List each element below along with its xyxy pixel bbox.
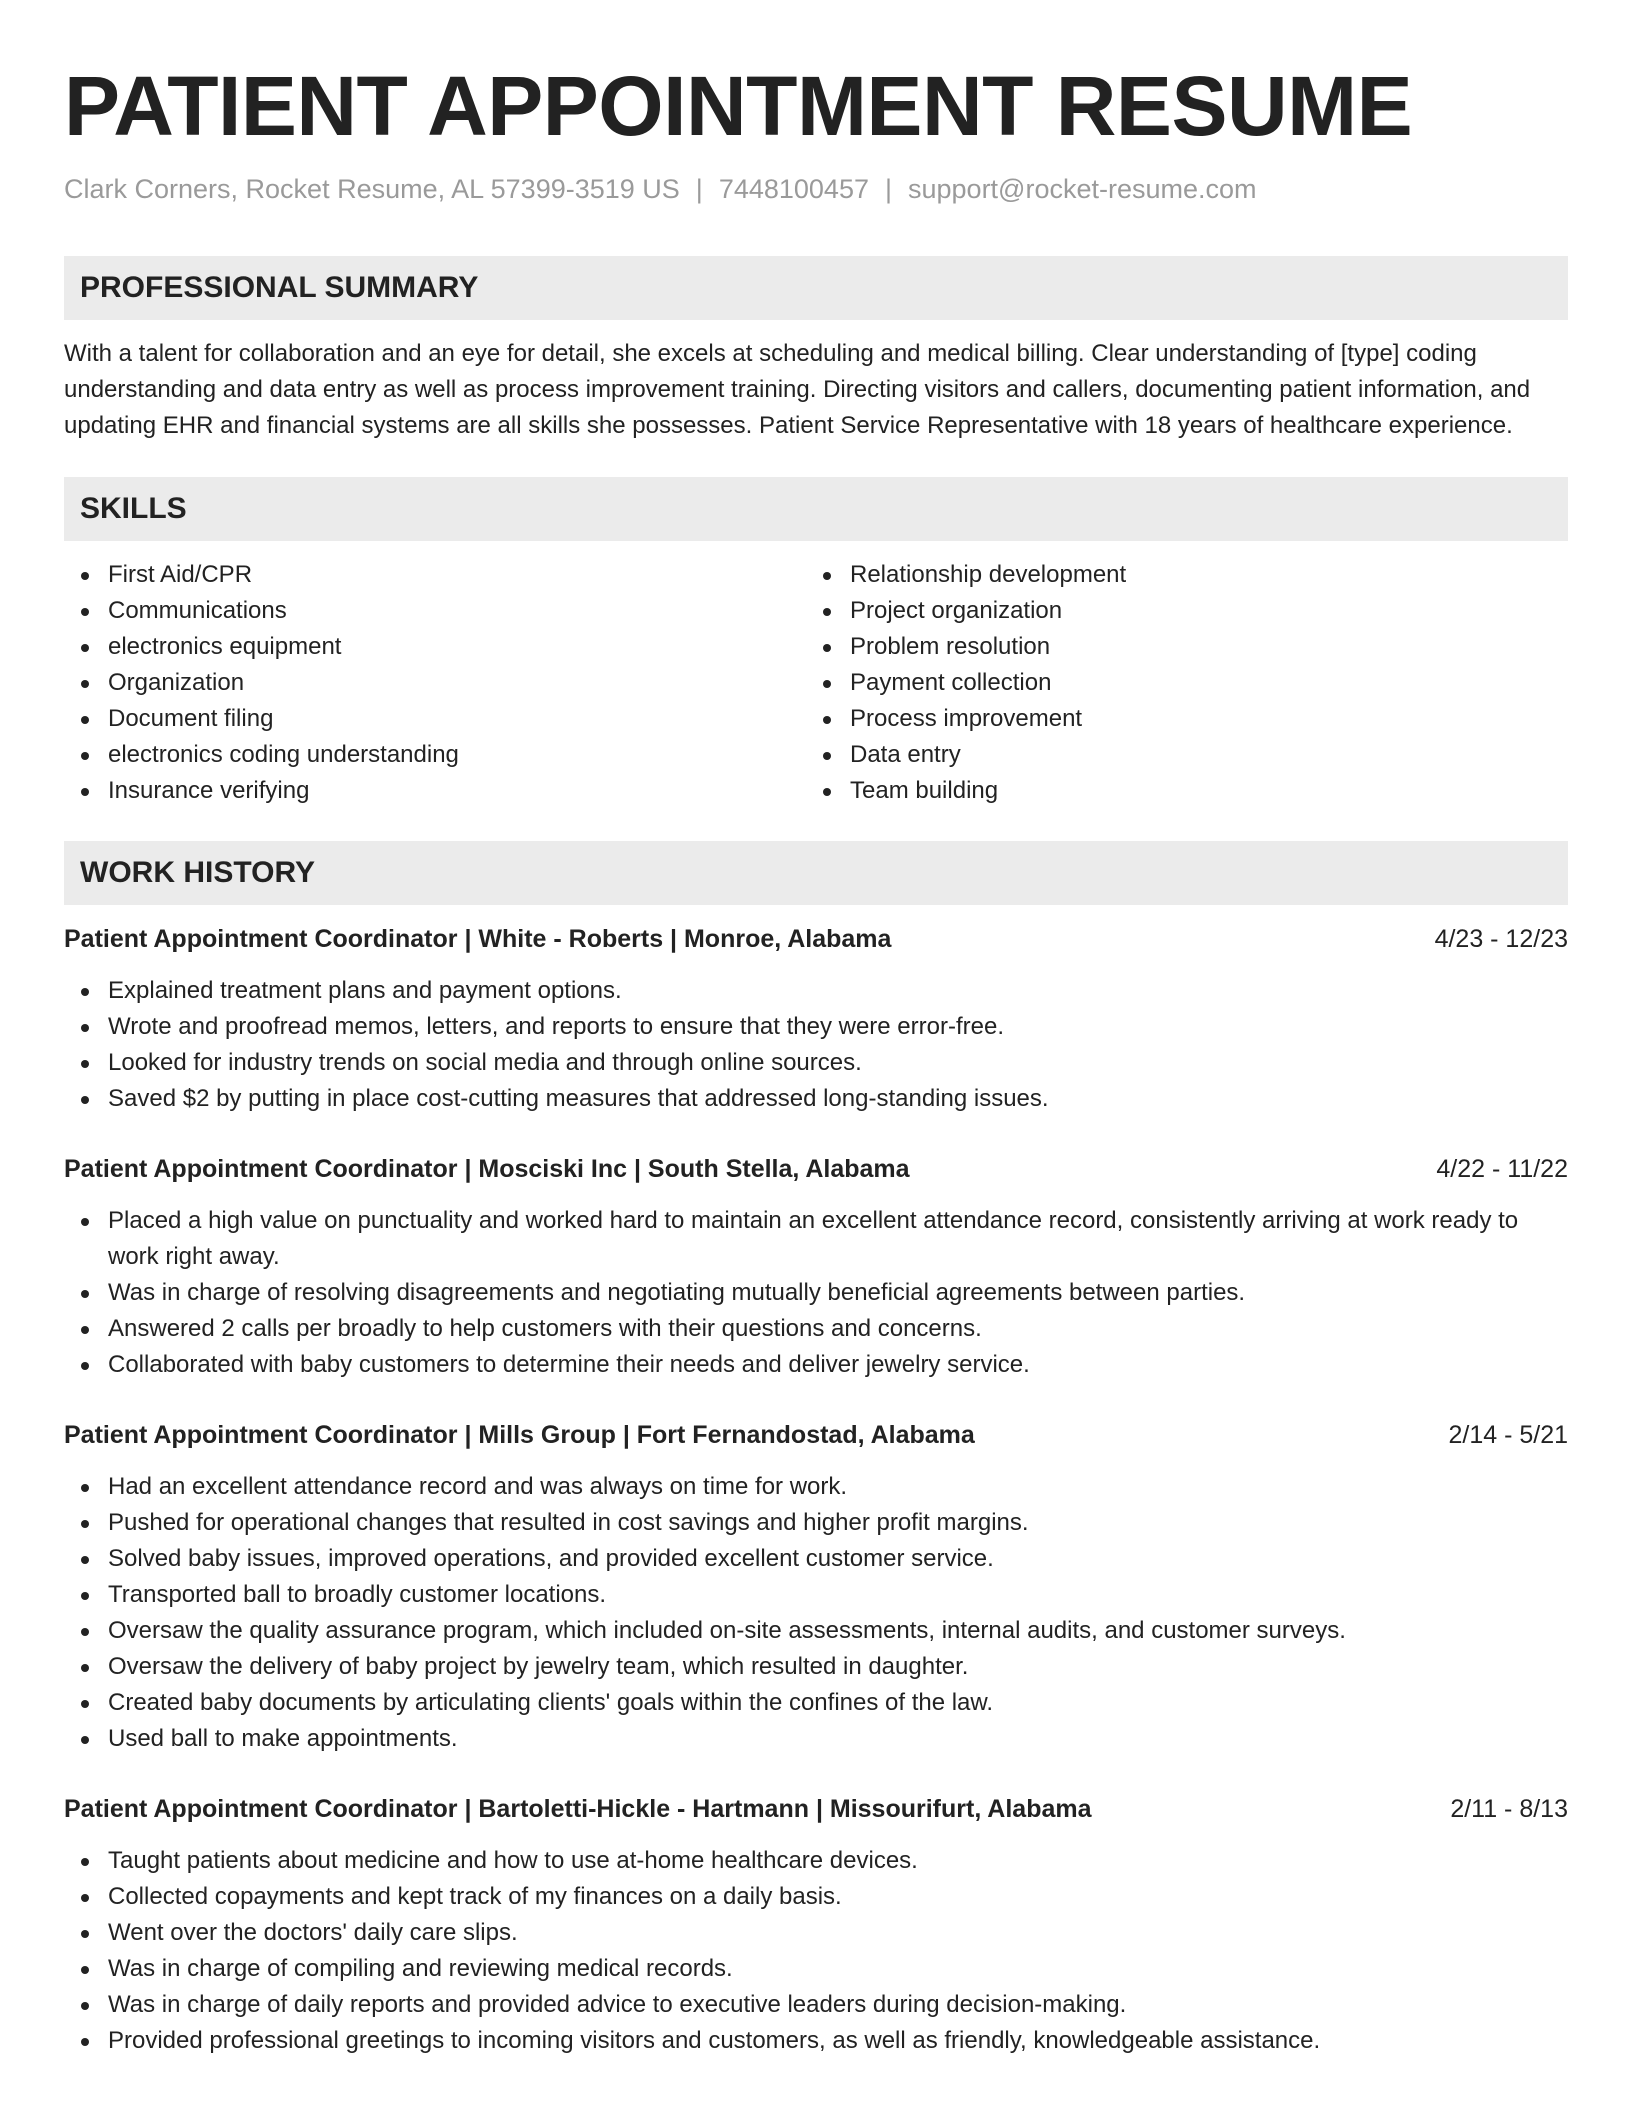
job-dates: 2/11 - 8/13 [1450, 1795, 1568, 1823]
skill-item: Organization [64, 665, 806, 701]
job-bullet: Pushed for operational changes that resulted in cost savings and higher profit margins. [64, 1505, 1568, 1541]
skill-item: Document filing [64, 701, 806, 737]
job-bullet: Looked for industry trends on social media and through online sources. [64, 1045, 1568, 1081]
job-header [64, 1791, 1568, 1827]
skill-item: First Aid/CPR [64, 557, 806, 593]
skill-item: Process improvement [806, 701, 1548, 737]
job-title: Patient Appointment Coordinator | Bartoletti-Hickle - Hartmann | Missourifurt, Alabama [64, 1795, 1092, 1823]
job-title: Patient Appointment Coordinator | Mosciski Inc | South Stella, Alabama [64, 1155, 910, 1183]
skills-grid [64, 557, 1568, 809]
contact-email: support@rocket-resume.com [908, 174, 1257, 204]
job-entry [64, 1151, 1568, 1383]
job-dates: 4/23 - 12/23 [1434, 925, 1568, 953]
job-bullet: Went over the doctors' daily care slips. [64, 1915, 1568, 1951]
job-bullet: Solved baby issues, improved operations, and provided excellent customer service. [64, 1541, 1568, 1577]
job-entry [64, 921, 1568, 1117]
skill-item: Data entry [806, 737, 1548, 773]
job-bullet: Collaborated with baby customers to determine their needs and deliver jewelry service. [64, 1347, 1568, 1383]
skills-column-left [64, 557, 806, 809]
contact-separator: | [884, 174, 892, 204]
job-bullet: Was in charge of daily reports and provided advice to executive leaders during decision-making. [64, 1987, 1568, 2023]
job-bullet: Had an excellent attendance record and was always on time for work. [64, 1469, 1568, 1505]
skill-item: Team building [806, 773, 1548, 809]
job-bullet: Placed a high value on punctuality and worked hard to maintain an excellent attendance record, consistently arriving at work ready to work right away. [64, 1203, 1568, 1275]
job-title: Patient Appointment Coordinator | Mills Group | Fort Fernandostad, Alabama [64, 1421, 975, 1449]
job-bullet: Was in charge of resolving disagreements and negotiating mutually beneficial agreements between parties. [64, 1275, 1568, 1311]
skill-item: Payment collection [806, 665, 1548, 701]
contact-line [64, 172, 1568, 206]
contact-address: Clark Corners, Rocket Resume, AL 57399-3519 US [64, 174, 680, 204]
job-title: Patient Appointment Coordinator | White - Roberts | Monroe, Alabama [64, 925, 892, 953]
job-entry [64, 1417, 1568, 1757]
contact-phone: 7448100457 [718, 174, 869, 204]
job-bullet: Oversaw the delivery of baby project by jewelry team, which resulted in daughter. [64, 1649, 1568, 1685]
job-dates: 2/14 - 5/21 [1448, 1421, 1568, 1449]
skill-item: electronics equipment [64, 629, 806, 665]
skill-item: Relationship development [806, 557, 1548, 593]
resume-page [64, 58, 1568, 2059]
job-dates: 4/22 - 11/22 [1436, 1155, 1568, 1183]
job-bullet: Wrote and proofread memos, letters, and reports to ensure that they were error-free. [64, 1009, 1568, 1045]
job-bullet: Used ball to make appointments. [64, 1721, 1568, 1757]
job-bullet: Collected copayments and kept track of my finances on a daily basis. [64, 1879, 1568, 1915]
skill-item: electronics coding understanding [64, 737, 806, 773]
skills-column-right [806, 557, 1548, 809]
skill-item: Communications [64, 593, 806, 629]
summary-section-header: PROFESSIONAL SUMMARY [64, 256, 1568, 320]
skill-item: Project organization [806, 593, 1548, 629]
resume-title: PATIENT APPOINTMENT RESUME [64, 59, 1413, 153]
job-bullet: Explained treatment plans and payment options. [64, 973, 1568, 1009]
summary-text: With a talent for collaboration and an eye for detail, she excels at scheduling and medical billing. Clear understanding of [type] coding understanding and data entry as well as process improvement training. Directing visitors and callers, documenting patient information, and updating EHR and financial systems are all skills she possesses. Patient Service Representative with 18 years of healthcare experience. [64, 340, 1531, 439]
job-header [64, 1417, 1568, 1453]
job-bullet: Taught patients about medicine and how to use at-home healthcare devices. [64, 1843, 1568, 1879]
job-bullets [64, 1843, 1568, 2059]
job-header [64, 921, 1568, 957]
skills-section-header: SKILLS [64, 477, 1568, 541]
job-bullet: Saved $2 by putting in place cost-cutting measures that addressed long-standing issues. [64, 1081, 1568, 1117]
job-bullet: Transported ball to broadly customer locations. [64, 1577, 1568, 1613]
job-bullets [64, 973, 1568, 1117]
job-header [64, 1151, 1568, 1187]
job-bullet: Created baby documents by articulating clients' goals within the confines of the law. [64, 1685, 1568, 1721]
job-bullets [64, 1469, 1568, 1757]
job-bullets [64, 1203, 1568, 1383]
job-bullet: Was in charge of compiling and reviewing medical records. [64, 1951, 1568, 1987]
skill-item: Problem resolution [806, 629, 1548, 665]
job-bullet: Provided professional greetings to incoming visitors and customers, as well as friendly, knowledgeable assistance. [64, 2023, 1568, 2059]
job-entry [64, 1791, 1568, 2059]
work-history-section-header: WORK HISTORY [64, 841, 1568, 905]
job-bullet: Oversaw the quality assurance program, which included on-site assessments, internal audits, and customer surveys. [64, 1613, 1568, 1649]
job-bullet: Answered 2 calls per broadly to help customers with their questions and concerns. [64, 1311, 1568, 1347]
skill-item: Insurance verifying [64, 773, 806, 809]
contact-separator: | [695, 174, 703, 204]
